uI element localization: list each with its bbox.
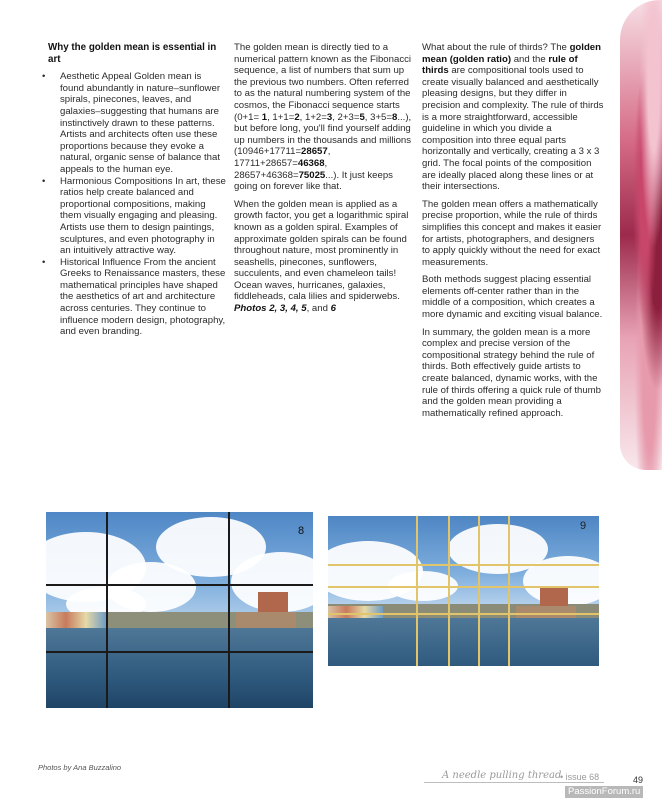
column-3 <box>422 42 604 425</box>
page-number: 49 <box>633 775 644 785</box>
golden-mean-precision-paragraph: The golden mean offers a mathematically precise proportion, while the rule of thirds simplifies this concept and makes it easier for artists, photographers, and designers to apply quickly without the need for exact measurements. <box>422 198 602 268</box>
photo-9-harbor-golden-grid <box>328 516 599 666</box>
grid-line-horizontal <box>328 564 599 566</box>
seq-value: 46368 <box>297 157 325 169</box>
bullet-aesthetic-appeal: • Aesthetic Appeal Golden mean is found abundantly in nature–sunflower spirals, pinecones, leaves, and galaxies–suggesting that humans are instinctively drawn to these patterns. Artists and architects often use these proportions because they evoke a natural, organic sense of balance that appeals to the human eye. <box>38 71 226 175</box>
photo-ref-number: 4 <box>290 303 296 315</box>
grid-line-horizontal <box>46 651 313 653</box>
bullet-harmonious-compositions: • Harmonious Compositions In art, these ratios help create balanced and proportional compositions, making them visually engaging and pleasing. Artists use them to design paintings, sculptures, and even photography in an intuitively attractive way. <box>38 176 226 257</box>
grid-line-vertical <box>416 516 418 666</box>
term-rule-of-thirds: rule of thirds <box>422 53 578 77</box>
grid-line-vertical <box>508 516 510 666</box>
magazine-name: A needle pulling thread <box>442 770 562 781</box>
grid-line-horizontal <box>328 586 599 588</box>
issue-number: • issue 68 <box>560 772 600 782</box>
photo-number-9: 9 <box>580 520 587 532</box>
seq-value: 1 <box>261 111 268 123</box>
seq-join: , 28657+46368= <box>234 157 328 181</box>
golden-spiral-paragraph <box>234 199 418 315</box>
rot-intro: What about the rule of thirds? The <box>422 42 567 53</box>
term-golden-mean: golden mean (golden ratio) <box>422 42 602 65</box>
sea <box>328 618 599 666</box>
footer-rule <box>424 782 604 783</box>
sea <box>46 628 313 708</box>
grid-line-vertical <box>228 512 230 708</box>
colorful-buildings <box>328 606 383 618</box>
photo-8-harbor-grid <box>46 512 313 708</box>
fibonacci-paragraph <box>234 42 418 193</box>
seq-join: , 1+2= <box>299 111 327 123</box>
seq-join: ...), but before long, you'll find yourself adding up numbers in the thousands and millions (10946+17711= <box>234 111 412 158</box>
decorative-flower-edge <box>620 0 662 470</box>
section-heading: Why the golden mean is essential in art <box>48 42 217 65</box>
seq-join: ...). It just keeps going on forever like that. <box>234 169 393 193</box>
grid-line-horizontal <box>46 584 313 586</box>
photo-number-8: 8 <box>298 525 305 537</box>
rot-rest: are compositional tools used to create visually balanced and aesthetically pleasing designs, but they differ in precision and complexity. The rule of thirds is a more straightforward, accessible guideline in which you divide a composition into three equal parts horizontally and vertically, creating a 3 x 3 grid. The focal points of the composition are ideally placed along these lines or at their intersections. <box>422 65 604 193</box>
rule-of-thirds-paragraph <box>422 42 604 193</box>
seq-join: , 1+1= <box>267 111 295 123</box>
grid-line-vertical <box>478 516 480 666</box>
seq-value: 3 <box>326 111 333 123</box>
grid-line-vertical <box>448 516 450 666</box>
rot-and: and the <box>513 53 546 65</box>
seq-join: , 3+5= <box>364 111 392 123</box>
photo-ref-number: 3 <box>279 303 286 315</box>
photo-credit: Photos by Ana Buzzalino <box>38 763 122 772</box>
golden-spiral-text: When the golden mean is applied as a growth factor, you get a logarithmic spiral known as a golden spiral. Examples of approximate golden spirals can be found throughout nature, most prominently in seashells, pinecones, sunflowers, succulents, and even chameleon tails! Ocean waves, hurricanes, galaxies, fiddleheads, cala lilies and spiderwebs. <box>234 198 409 303</box>
seq-value: 75025 <box>298 169 326 181</box>
fibonacci-text: The golden mean is directly tied to a numerical pattern known as the Fibonacci sequence, a list of numbers that sum up the previous two numbers. Often referred to as the natural numbering system of the cosmos, the Fibonacci sequence starts (0+1= <box>234 42 412 123</box>
grid-line-vertical <box>106 512 108 708</box>
photo-ref-sep: , <box>274 303 280 315</box>
summary-paragraph: In summary, the golden mean is a more complex and precise version of the compositional strategy behind the rule of thirds. Both effectively guide artists to create balanced, dynamic works, with the rule of thirds offering a quick rule of thumb and the golden mean providing a mathematically refined approach. <box>422 326 602 419</box>
seq-value: 5 <box>359 111 365 123</box>
grid-line-horizontal <box>328 613 599 615</box>
waterfront-buildings <box>236 612 296 628</box>
waterfront-buildings <box>516 606 576 618</box>
seq-value: 28657 <box>301 146 328 158</box>
bullet-historical-influence: • Historical Influence From the ancient Greeks to Renaissance masters, these mathematical principles have shaped the aesthetics of art and architecture across centuries. They continue to influence modern design, photography, and even branding. <box>38 257 226 338</box>
seq-join: , 2+3= <box>332 111 360 123</box>
photo-ref-number: 5 <box>301 303 307 315</box>
seq-value: 8 <box>392 111 398 123</box>
seq-value: 2 <box>294 111 300 123</box>
column-2 <box>234 42 418 321</box>
watermark: PassionForum.ru <box>565 786 643 798</box>
colorful-buildings <box>46 612 106 628</box>
photo-ref-sep: , <box>295 303 302 315</box>
photos-reference <box>234 303 307 314</box>
photos-ref-prefix: Photos <box>234 303 267 315</box>
seq-join: , 17711+28657= <box>234 146 331 169</box>
off-center-paragraph: Both methods suggest placing essential elements off-center rather than in the middle of a composition, which creates a more dynamic and exciting visual balance. <box>422 274 603 321</box>
photo-ref-sep: , <box>285 303 291 315</box>
photo-ref-number: 6 <box>330 303 336 315</box>
photo-ref-and: , and <box>306 303 328 315</box>
bullet-list <box>38 71 226 338</box>
photo-ref-number: 2 <box>269 303 275 315</box>
column-1 <box>38 42 226 338</box>
